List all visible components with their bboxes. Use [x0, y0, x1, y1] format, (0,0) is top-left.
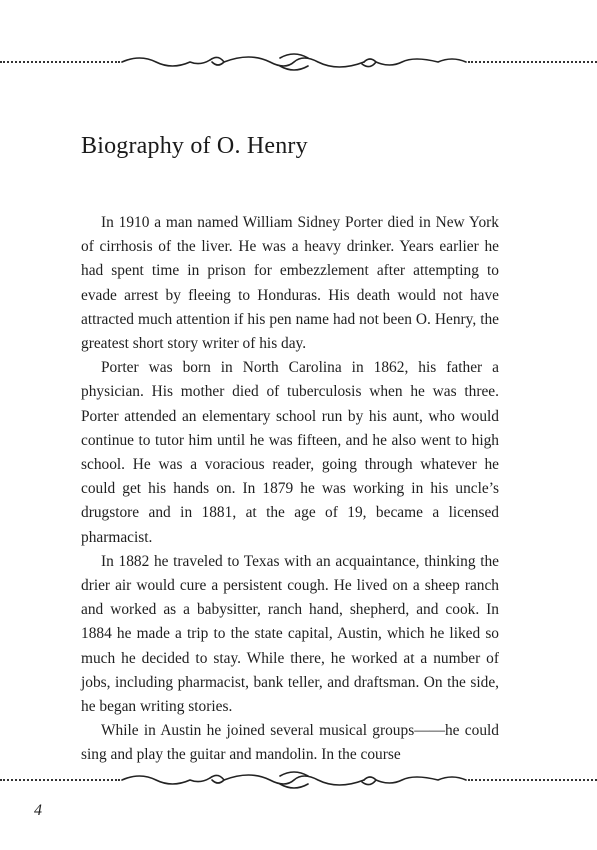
top-ornament: [0, 50, 597, 74]
page-title: Biography of O. Henry: [81, 133, 308, 159]
dotted-rule-right: [468, 779, 597, 781]
paragraph: Porter was born in North Carolina in 1862, his father a physician. His mother died of tuberculosis when he was three. Porter attended an elementary school run by his aunt, who would continue to tutor him until he was fifteen, and he also went to high school. He was a voracious reader, going through whatever he could get his hands on. In 1879 he was working in his uncle’s drugstore and in 1881, at the age of 19, became a licensed pharmacist.: [81, 359, 499, 546]
page-number: 4: [34, 802, 42, 819]
paragraph: In 1882 he traveled to Texas with an acquaintance, thinking the drier air would cure a persistent cough. He lived on a sheep ranch and worked as a babysitter, ranch hand, shepherd, and cook. In 1884 he made a trip to the state capital, Austin, which he liked so much he decided to stay. While there, he worked at a number of jobs, including pharmacist, bank teller, and draftsman. On the side, he began writing stories.: [81, 552, 499, 716]
dotted-rule-right: [468, 61, 597, 63]
bottom-ornament: [0, 768, 597, 792]
flourish-ornament-icon: [120, 50, 468, 74]
body-text: [81, 211, 499, 768]
flourish-ornament-icon: [120, 768, 468, 792]
paragraph: While in Austin he joined several musical groups——he could sing and play the guitar and mandolin. In the course: [81, 722, 499, 764]
dotted-rule-left: [0, 779, 120, 781]
dotted-rule-left: [0, 61, 120, 63]
paragraph: In 1910 a man named William Sidney Porter died in New York of cirrhosis of the liver. He was a heavy drinker. Years earlier he had spent time in prison for embezzlement after attempting to evade arrest by fleeing to Honduras. His death would not have attracted much attention if his pen name had not been O. Henry, the greatest short story writer of his day.: [81, 214, 499, 353]
